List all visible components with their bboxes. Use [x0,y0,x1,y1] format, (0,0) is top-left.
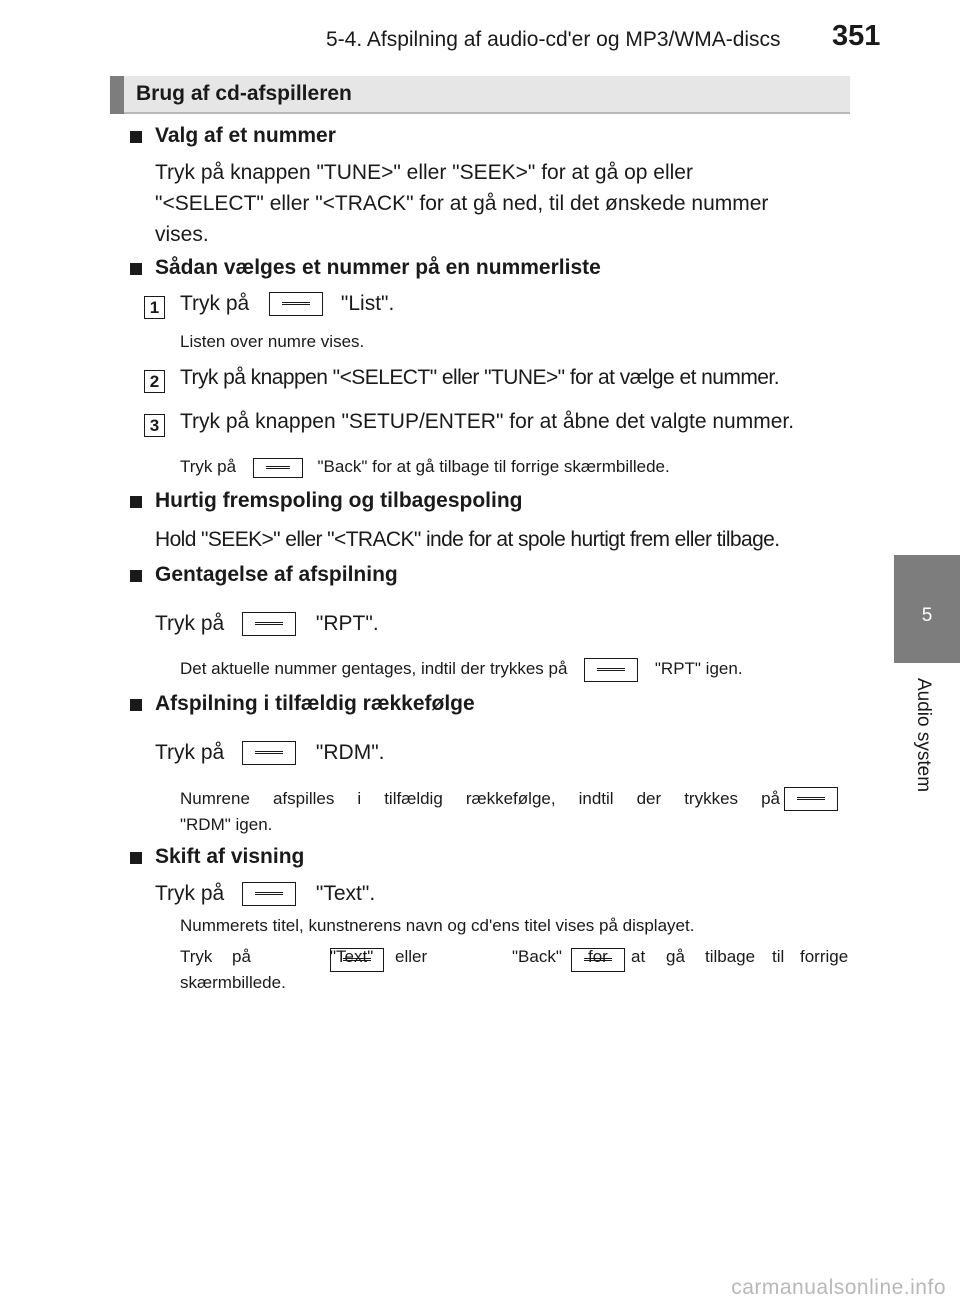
chapter-tab [894,555,960,663]
repeat-post: "RPT". [315,612,379,635]
rdm-key-icon [784,787,838,811]
heading-repeat: Gentagelse af afspilning [155,563,398,586]
step-number-3: 3 [144,414,165,437]
step-number-1: 1 [144,296,165,319]
watermark: carmanualsonline.info [731,1276,946,1299]
para-track-select-2: "<SELECT" eller "<TRACK" for at gå ned, til det ønskede nummer [155,192,769,215]
bullet-square-icon [130,699,142,711]
note-repeat [180,656,743,682]
bullet-square-icon [130,852,142,864]
note-display-2-word: at [631,947,646,966]
step-1-pre: Tryk på [180,292,250,315]
step-1-text [180,292,394,316]
para-track-select-3: vises. [155,223,209,246]
note-display-2-word: "Back" [512,947,562,966]
text-key-icon [242,882,296,906]
note-back-post: "Back" for at gå tilbage til forrige skærmbillede. [317,457,670,476]
chapter-label: Audio system [913,678,934,793]
list-key-icon [269,292,323,316]
note-display-2-word: "Text" [330,947,374,966]
display-pre: Tryk på [155,882,225,905]
random-pre: Tryk på [155,741,225,764]
rdm-key-icon [242,741,296,765]
step-3-text: Tryk på knappen "SETUP/ENTER" for at åbne det valgte nummer. [180,410,795,433]
repeat-pre: Tryk på [155,612,225,635]
bullet-square-icon [130,496,142,508]
heading-fast-forward: Hurtig fremspoling og tilbagespoling [155,489,523,512]
note-back [180,454,670,480]
note-display-1: Nummerets titel, kunstnerens navn og cd'ens titel vises på displayet. [180,916,695,935]
note-repeat-post: "RPT" igen. [654,659,743,678]
page-number: 351 [832,20,881,52]
note-display-2-word: eller [395,947,428,966]
note-display-2-word: på [232,947,251,966]
bullet-square-icon [130,263,142,275]
section-title: Brug af cd-afspilleren [136,82,352,105]
heading-display: Skift af visning [155,845,305,868]
back-key-icon [253,458,303,478]
running-header: 5-4. Afspilning af audio-cd'er og MP3/WMA-discs [326,28,781,51]
note-back-pre: Tryk på [180,457,237,476]
chapter-number: 5 [921,605,933,626]
section-accent [110,76,124,114]
random-post: "RDM". [315,741,385,764]
note-display-2-word: til [772,947,785,966]
step-number-2: 2 [144,370,165,393]
note-display-2-word: gå [666,947,685,966]
para-track-select-1: Tryk på knappen "TUNE>" eller "SEEK>" for at gå op eller [155,161,693,184]
bullet-square-icon [130,570,142,582]
step-2-text: Tryk på knappen "<SELECT" eller "TUNE>" for at vælge et nummer. [180,366,779,389]
heading-track-list: Sådan vælges et nummer på en nummerliste [155,256,601,279]
heading-track-select: Valg af et nummer [155,124,336,147]
note-display-2-word: forrige [800,947,849,966]
note-random-2: "RDM" igen. [180,815,273,834]
note-display-3: skærmbillede. [180,973,286,992]
display-post: "Text". [315,882,376,905]
note-display-2-word: tilbage [705,947,756,966]
rpt-key-icon [584,658,638,682]
section-title-bar [110,76,850,114]
step-1-post: "List". [340,292,395,315]
bullet-square-icon [130,131,142,143]
para-repeat [155,608,845,639]
para-random [155,737,845,768]
para-display [155,878,845,909]
note-display-2-word: for [588,947,608,966]
note-step-1: Listen over numre vises. [180,332,365,351]
note-random-1: Numrene afspilles i tilfældig rækkefølge, indtil der trykkes på [180,789,780,808]
rpt-key-icon [242,612,296,636]
note-repeat-pre: Det aktuelle nummer gentages, indtil der trykkes på [180,659,568,678]
note-display-2-word: Tryk [180,947,213,966]
heading-random: Afspilning i tilfældig rækkefølge [155,692,475,715]
para-fast-forward: Hold "SEEK>" eller "<TRACK" inde for at spole hurtigt frem eller tilbage. [155,528,780,551]
